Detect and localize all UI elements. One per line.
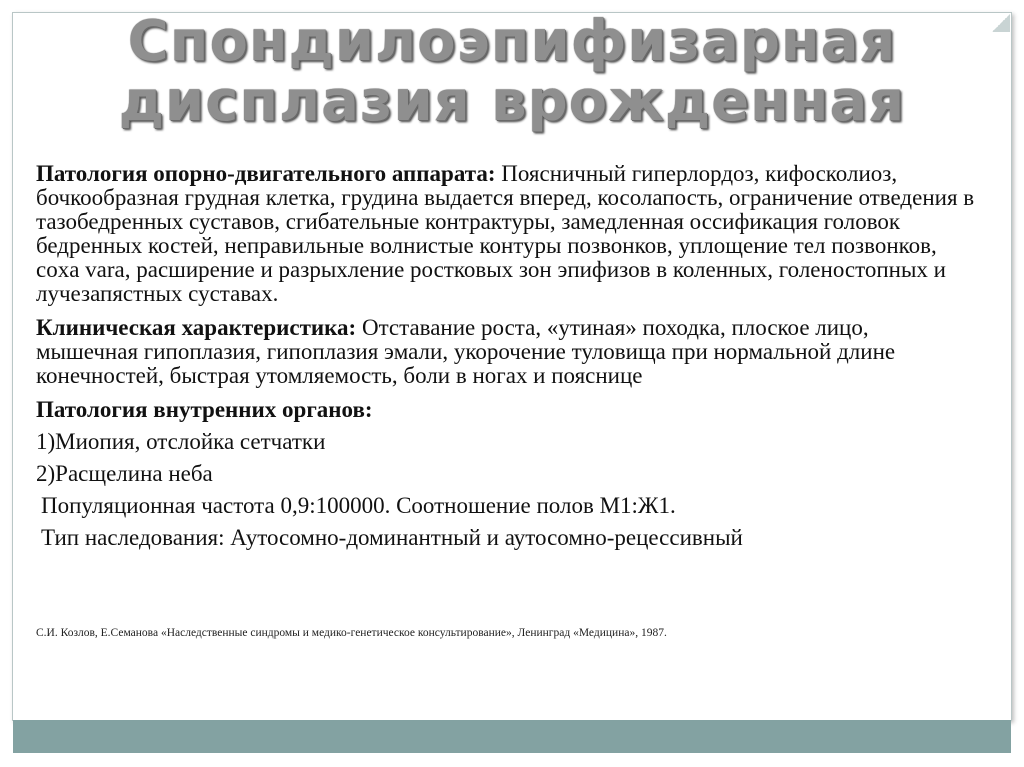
- internal-organs-heading-line: [36, 398, 976, 422]
- internal-organs-item-2: 2)Расщелина неба: [36, 461, 213, 486]
- musculoskeletal-paragraph: [36, 162, 976, 306]
- title-line-2: дисплазия врожденная: [118, 69, 906, 134]
- citation: С.И. Козлов, Е.Семанова «Наследственные синдромы и медико-генетическое консультирование», Ленинград «Медицина», 1987.: [36, 627, 667, 639]
- slide-title: [0, 9, 1024, 134]
- internal-organs-heading: Патология внутренних органов:: [36, 397, 373, 422]
- slide-content: [36, 162, 976, 558]
- clinical-heading: Клиническая характеристика:: [36, 315, 357, 340]
- internal-organs-item-1: 1)Миопия, отслойка сетчатки: [36, 429, 326, 454]
- clinical-paragraph: [36, 316, 976, 388]
- inheritance-type: Тип наследования: Аутосомно-доминантный и аутосомно-рецессивный: [41, 525, 743, 550]
- population-frequency: Популяционная частота 0,9:100000. Соотношение полов М1:Ж1.: [41, 493, 676, 518]
- bottom-bar: [13, 720, 1011, 753]
- musculoskeletal-text: Поясничный гиперлордоз, кифосколиоз, бочкообразная грудная клетка, грудина выдается вперед, косолапость, ограничение отведения в тазобедренных суставов, сгибательные контрактуры, замедленная оссификация головок бедренных костей, неправильные волнистые контуры позвонков, уплощение тел позвонков, coxa vara, расширение и разрыхление ростковых зон эпифизов в коленных, голеностопных и лучезапястных суставах.: [36, 161, 975, 306]
- clinical-text: Отставание роста, «утиная» походка, плоское лицо, мышечная гипоплазия, гипоплазия эмали, укорочение туловища при нормальной длине конечностей, быстрая утомляемость, боли в ногах и пояснице: [36, 315, 896, 388]
- musculoskeletal-heading: Патология опорно-двигательного аппарата:: [36, 161, 496, 186]
- title-line-1: Спондилоэпифизарная: [127, 9, 897, 74]
